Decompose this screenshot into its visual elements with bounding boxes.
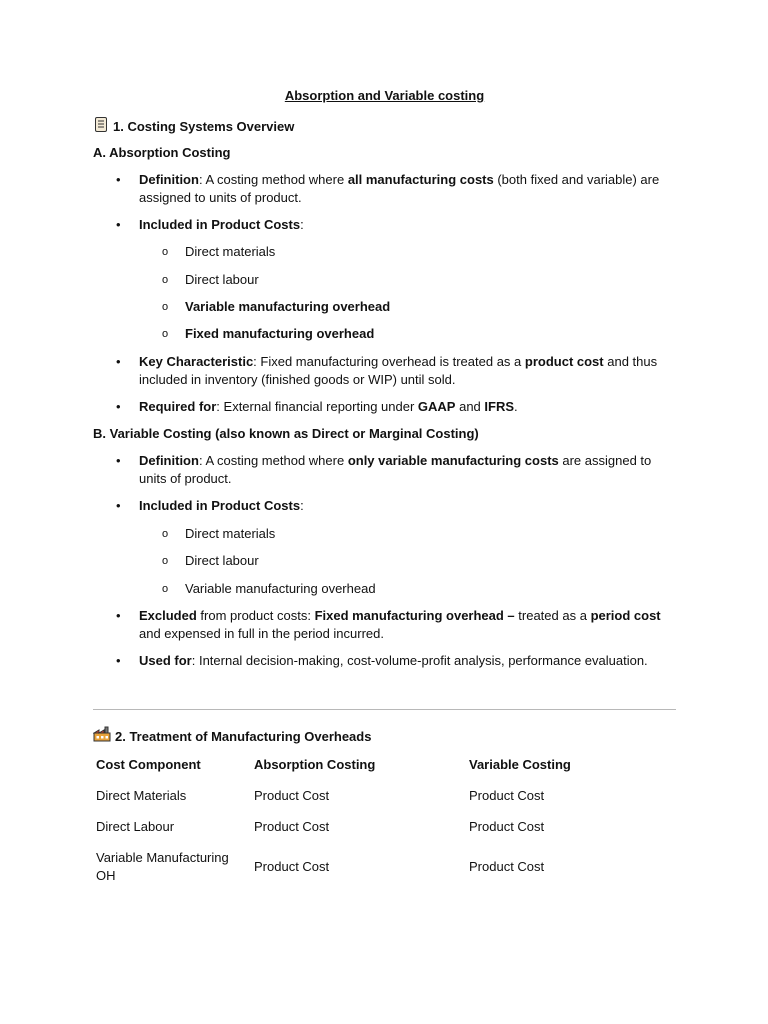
table-cell: Product Cost	[254, 819, 330, 834]
variable-heading: B. Variable Costing (also known as Direct or Marginal Costing)	[93, 426, 479, 441]
absorption-sub-item: o Fixed manufacturing overhead	[162, 326, 375, 341]
absorption-definition-item: • Definition: A costing method where all manufacturing costs (both fixed and variable) are assigned to units of product.	[116, 172, 660, 205]
table-cell: Product Cost	[469, 859, 545, 874]
factory-icon	[93, 726, 111, 747]
variable-used-item: • Used for: Internal decision-making, cost-volume-profit analysis, performance evaluation.	[116, 653, 648, 668]
table-header-cell: Absorption Costing	[254, 757, 376, 772]
absorption-sub-item: o Direct labour	[162, 272, 259, 287]
section-divider	[93, 709, 676, 710]
variable-sub-item: o Direct materials	[162, 526, 276, 541]
table-cell: Product Cost	[254, 859, 330, 874]
section2-heading-text: 2. Treatment of Manufacturing Overheads	[115, 728, 372, 744]
absorption-required-item: • Required for: External financial reporting under GAAP and IFRS.	[116, 399, 518, 414]
absorption-heading: A. Absorption Costing	[93, 145, 231, 160]
absorption-included-item: • Included in Product Costs:	[116, 217, 304, 232]
table-cell: Product Cost	[469, 819, 545, 834]
variable-excluded-item: • Excluded from product costs: Fixed manufacturing overhead – treated as a period cost and expensed in full in the period incurred.	[116, 608, 661, 641]
document-title: Absorption and Variable costing	[284, 88, 485, 103]
variable-sub-item: o Direct labour	[162, 553, 259, 568]
variable-sub-item: o Variable manufacturing overhead	[162, 581, 376, 596]
table-cell: Direct Materials	[96, 788, 187, 803]
variable-definition-item: • Definition: A costing method where only variable manufacturing costs are assigned to units of product.	[116, 453, 652, 486]
table-cell: Direct Labour	[96, 819, 175, 834]
absorption-sub-item: o Direct materials	[162, 244, 276, 259]
table-header-cell: Variable Costing	[469, 757, 571, 772]
section1-heading	[93, 116, 294, 138]
section2-heading	[93, 726, 371, 747]
table-header-cell: Cost Component	[96, 757, 201, 772]
table-cell: Variable Manufacturing OH	[96, 850, 229, 883]
variable-included-item: • Included in Product Costs:	[116, 498, 304, 513]
table-cell: Product Cost	[254, 788, 330, 803]
table-cell: Product Cost	[469, 788, 545, 803]
absorption-key-item: • Key Characteristic: Fixed manufacturing overhead is treated as a product cost and thus included in inventory (finished goods or WIP) until sold.	[116, 354, 658, 387]
section1-heading-text: 1. Costing Systems Overview	[113, 119, 295, 134]
absorption-sub-item: o Variable manufacturing overhead	[162, 299, 391, 314]
scroll-icon	[93, 116, 109, 138]
